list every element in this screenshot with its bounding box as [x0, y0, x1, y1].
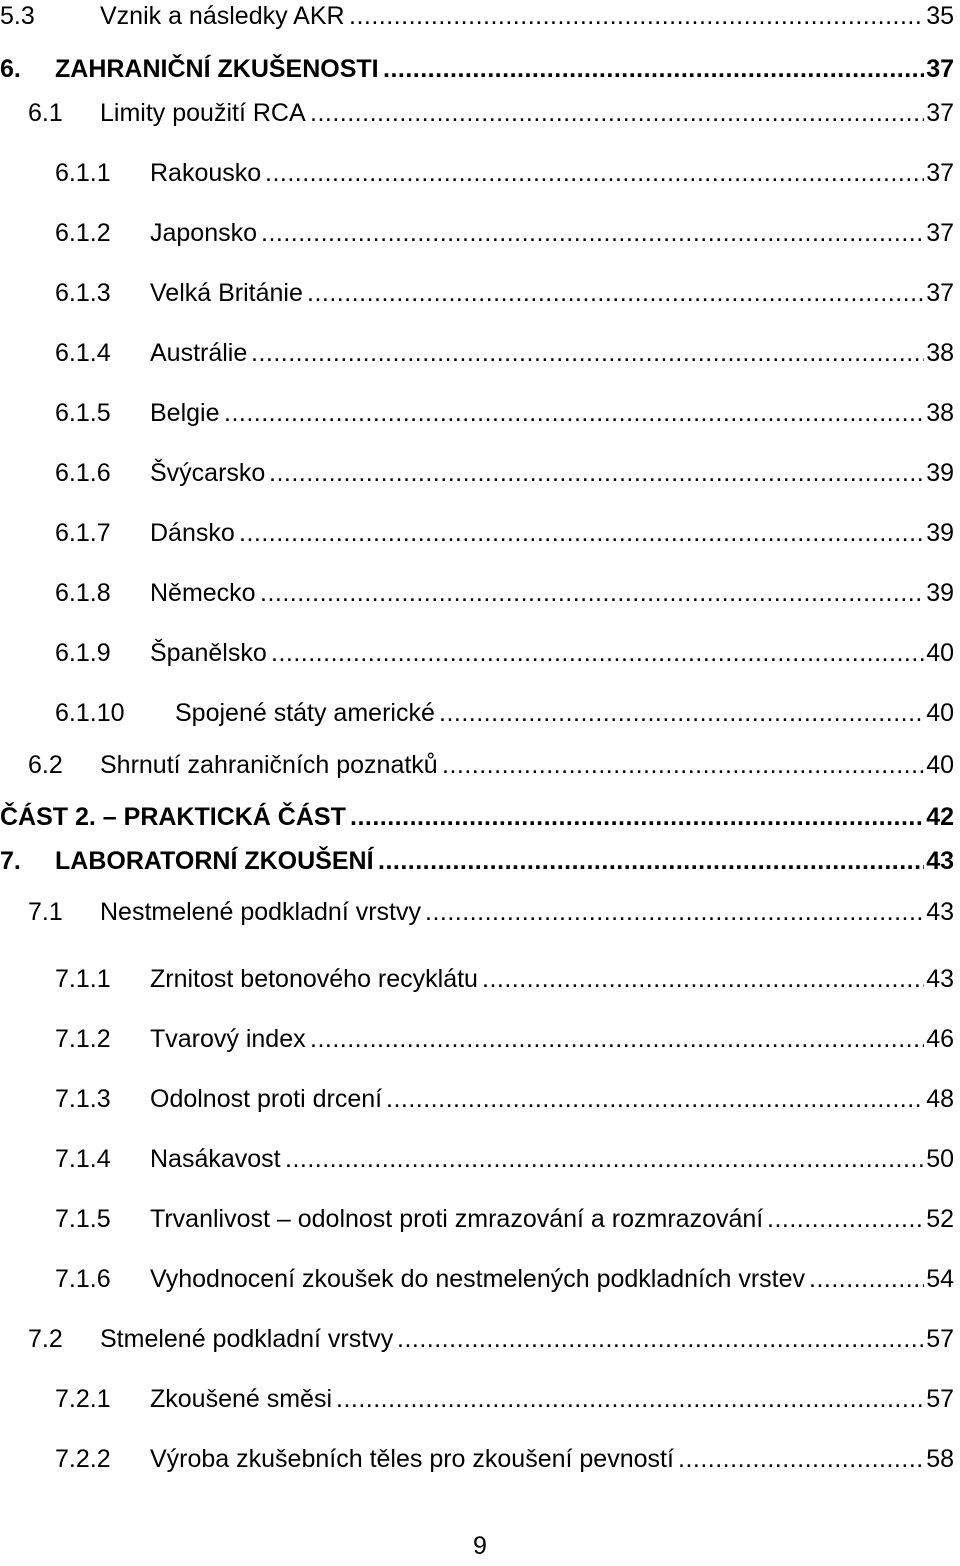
toc-entry-page: 37	[926, 55, 954, 83]
dot-leader	[285, 1139, 924, 1179]
toc-entry-title: Tvarový index	[150, 1025, 306, 1053]
toc-entry[interactable]	[0, 892, 960, 932]
toc-entry-title: Švýcarsko	[150, 459, 266, 487]
toc-entry-page: 38	[926, 399, 954, 427]
toc-entry[interactable]	[0, 333, 960, 373]
toc-entry-title: Nestmelené podkladní vrstvy	[100, 898, 421, 926]
toc-entry[interactable]	[0, 693, 960, 733]
toc-entry-title: Zrnitost betonového recyklátu	[150, 965, 478, 993]
dot-leader	[386, 1079, 924, 1119]
toc-entry-title: LABORATORNÍ ZKOUŠENÍ	[55, 847, 374, 875]
toc-entry-title: Spojené státy americké	[175, 699, 435, 727]
toc-entry-page: 58	[926, 1445, 954, 1473]
toc-entry-title: Trvanlivost – odolnost proti zmrazování a rozmrazování	[150, 1205, 764, 1233]
dot-leader	[378, 841, 924, 881]
toc-entry-title: Výroba zkušebních těles pro zkoušení pevností	[150, 1445, 674, 1473]
toc-entry-title: Belgie	[150, 399, 220, 427]
toc-entry-number: 6.1	[28, 99, 63, 127]
toc-entry[interactable]	[0, 959, 960, 999]
toc-entry-page: 43	[926, 898, 954, 926]
dot-leader	[271, 633, 924, 673]
toc-entry-page: 40	[926, 699, 954, 727]
toc-entry-number: 6.	[0, 55, 21, 83]
toc-entry-title: Vyhodnocení zkoušek do nestmelených podkladních vrstev	[150, 1265, 806, 1293]
toc-entry-number: 7.2	[28, 1325, 63, 1353]
toc-entry[interactable]	[0, 273, 960, 313]
toc-entry[interactable]	[0, 0, 960, 36]
toc-entry[interactable]	[0, 1199, 960, 1239]
toc-entry-title: Německo	[150, 579, 256, 607]
toc-entry-title: Vznik a následky AKR	[100, 2, 345, 30]
toc-entry[interactable]	[0, 93, 960, 133]
dot-leader	[350, 797, 924, 837]
toc-entry-title: Dánsko	[150, 519, 235, 547]
toc-entry-number: 7.1.2	[55, 1025, 111, 1053]
toc-entry[interactable]	[0, 573, 960, 613]
dot-leader	[425, 892, 924, 932]
toc-entry[interactable]	[0, 1259, 960, 1299]
toc-entry-number: 6.1.4	[55, 339, 111, 367]
toc-entry-title: Stmelené podkladní vrstvy	[100, 1325, 394, 1353]
toc-entry-number: 6.1.6	[55, 459, 111, 487]
toc-entry-page: 37	[926, 99, 954, 127]
toc-entry-page: 57	[926, 1325, 954, 1353]
toc-entry-page: 42	[926, 803, 954, 831]
toc-entry[interactable]	[0, 1439, 960, 1479]
dot-leader	[261, 213, 924, 253]
dot-leader	[482, 959, 924, 999]
toc-entry[interactable]	[0, 1019, 960, 1059]
toc-entry-title: Nasákavost	[150, 1145, 281, 1173]
toc-entry-page: 48	[926, 1085, 954, 1113]
page-number-footer: 9	[473, 1532, 487, 1560]
toc-entry-title: ZAHRANIČNÍ ZKUŠENOSTI	[55, 55, 379, 83]
dot-leader	[310, 93, 924, 133]
toc-entry-number: 6.2	[28, 751, 63, 779]
toc-entry-number: 5.3	[0, 2, 35, 30]
dot-leader	[224, 393, 924, 433]
toc-entry[interactable]	[0, 393, 960, 433]
toc-entry-page: 39	[926, 579, 954, 607]
toc-entry-number: 6.1.2	[55, 219, 111, 247]
toc-entry[interactable]	[0, 1379, 960, 1419]
toc-entry[interactable]	[0, 153, 960, 193]
toc-entry-number: 7.1.5	[55, 1205, 111, 1233]
toc-entry-number: 6.1.9	[55, 639, 111, 667]
toc-entry-title: Japonsko	[150, 219, 258, 247]
toc-entry-number: 7.1.4	[55, 1145, 111, 1173]
dot-leader	[310, 1019, 924, 1059]
toc-entry-title: Zkoušené směsi	[150, 1385, 333, 1413]
dot-leader	[767, 1199, 924, 1239]
toc-entry-page: 52	[926, 1205, 954, 1233]
toc-entry-number: 7.1	[28, 898, 63, 926]
toc-entry-title: ČÁST 2. – PRAKTICKÁ ČÁST	[0, 803, 346, 831]
toc-entry-page: 40	[926, 639, 954, 667]
dot-leader	[269, 453, 924, 493]
dot-leader	[265, 153, 924, 193]
dot-leader	[251, 333, 924, 373]
toc-entry[interactable]	[0, 1079, 960, 1119]
toc-entry-number: 6.1.3	[55, 279, 111, 307]
toc-entry-number: 7.1.3	[55, 1085, 111, 1113]
toc-entry[interactable]	[0, 213, 960, 253]
dot-leader	[442, 745, 924, 785]
dot-leader	[678, 1439, 924, 1479]
toc-entry-page: 40	[926, 751, 954, 779]
toc-entry-page: 46	[926, 1025, 954, 1053]
toc-entry-number: 6.1.10	[55, 699, 125, 727]
toc-entry-title: Shrnutí zahraničních poznatků	[100, 751, 438, 779]
toc-entry-page: 39	[926, 519, 954, 547]
toc-entry[interactable]	[0, 745, 960, 785]
toc-entry-page: 43	[926, 847, 954, 875]
toc-entry-number: 6.1.7	[55, 519, 111, 547]
toc-entry-number: 7.2.1	[55, 1385, 111, 1413]
toc-entry-page: 57	[926, 1385, 954, 1413]
dot-leader	[383, 49, 924, 89]
dot-leader	[809, 1259, 924, 1299]
toc-entry-title: Velká Británie	[150, 279, 303, 307]
toc-entry-page: 50	[926, 1145, 954, 1173]
toc-entry[interactable]	[0, 633, 960, 673]
toc-entry-number: 6.1.5	[55, 399, 111, 427]
dot-leader	[260, 573, 924, 613]
toc-entry[interactable]	[0, 1319, 960, 1359]
toc-entry-page: 35	[926, 2, 954, 30]
toc-entry[interactable]	[0, 797, 960, 837]
dot-leader	[239, 513, 924, 553]
dot-leader	[336, 1379, 924, 1419]
toc-entry-number: 7.1.6	[55, 1265, 111, 1293]
toc-entry-page: 39	[926, 459, 954, 487]
toc-entry-title: Austrálie	[150, 339, 248, 367]
dot-leader	[349, 0, 924, 36]
toc-entry-number: 6.1.8	[55, 579, 111, 607]
dot-leader	[307, 273, 924, 313]
toc-entry-page: 37	[926, 279, 954, 307]
toc-entry[interactable]	[0, 49, 960, 89]
toc-entry-title: Odolnost proti drcení	[150, 1085, 383, 1113]
toc-entry-page: 37	[926, 219, 954, 247]
toc-entry-page: 43	[926, 965, 954, 993]
toc-entry-page: 38	[926, 339, 954, 367]
toc-entry-title: Rakousko	[150, 159, 262, 187]
toc-entry-number: 7.1.1	[55, 965, 111, 993]
toc-entry-number: 6.1.1	[55, 159, 111, 187]
toc-entry[interactable]	[0, 453, 960, 493]
toc-entry-number: 7.2.2	[55, 1445, 111, 1473]
dot-leader	[439, 693, 924, 733]
toc-entry-page: 37	[926, 159, 954, 187]
toc-entry[interactable]	[0, 1139, 960, 1179]
toc-entry[interactable]	[0, 513, 960, 553]
toc-entry-number: 7.	[0, 847, 21, 875]
toc-entry-page: 54	[926, 1265, 954, 1293]
toc-entry-title: Limity použití RCA	[100, 99, 306, 127]
dot-leader	[397, 1319, 924, 1359]
toc-entry[interactable]	[0, 841, 960, 881]
toc-entry-title: Španělsko	[150, 639, 267, 667]
